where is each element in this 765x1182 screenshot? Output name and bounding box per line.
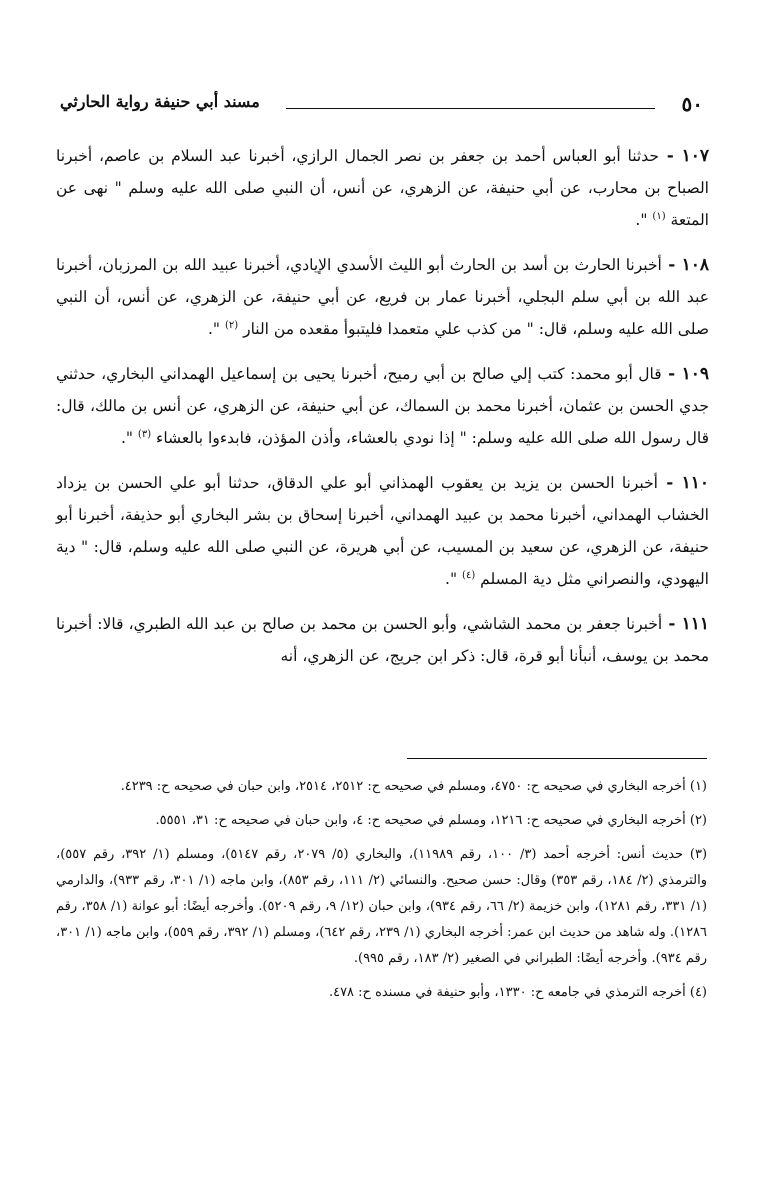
hadith-108: ١٠٨ - أخبرنا الحارث بن أسد بن الحارث أبو الليث الأسدي الإيادي، أخبرنا عبيد الله بن المرزبان، أخبرنا عبد الله بن أبي سلم البجلي، أخبرنا عمار بن فريع، عن أبي حنيفة، عن الزهري، عن أنس، أن النبي صلى الله عليه وسلم، قال: " من كذب علي متعمدا فليتبوأ مقعده من النار $^{(٢)}$ ". [56,255,709,338]
footnote-3: (٣) حديث أنس: أخرجه أحمد (٣/ ١٠٠، رقم ١١٩٨٩)، والبخاري (٥/ ٢٠٧٩، رقم ٥١٤٧)، ومسلم (١/ ٣٩٢، رقم ٥٥٧)، والترمذي (٢/ ١٨٤، رقم ٣٥٣) وقال: حسن صحيح. والنسائي (٢/ ١١١، رقم ٨٥٣)، وابن ماجه (١/ ٣٠١، رقم ٩٣٣)، والدارمي (١/ ٣٣١، رقم ١٢٨١)، وابن خزيمة (٢/ ٦٦، رقم ٩٣٤)، وابن حبان (١٢/ ٩، رقم ٥٢٠٩). وأخرجه أيضًا: أبو عوانة (١/ ٣٥٨، رقم ١٢٨٦). وله شاهد من حديث ابن عمر: أخرجه البخاري (١/ ٢٣٩، رقم ٦٤٢)، ومسلم (١/ ٣٩٢، رقم ٥٥٩)، وابن ماجه (١/ ٣٠١، رقم ٩٣٤). وأخرجه أيضًا: الطبراني في الصغير (٢/ ١٨٣، رقم ٩٩٥). [56,847,708,966]
page-number: ٥٠ [681,92,703,116]
header-rule [286,108,655,109]
hadith-ending: ". [207,320,225,338]
hadith-text: حدثنا أبو العباس أحمد بن جعفر بن نصر الجمال الرازي، أخبرنا عبد السلام بن عاصم، أخبرنا الصباح بن محارب، عن أبي حنيفة، عن الزهري، عن أنس، أن النبي صلى الله عليه وسلم " نهى عن المتعة [56,147,709,229]
hadith-ending: ". [445,570,463,588]
hadith-number: ١٠٨ [681,255,709,275]
hadith-text: أخبرنا جعفر بن محمد الشاشي، وأبو الحسن بن محمد بن صالح بن عبد الله الطبري، قالا: أخبرنا محمد بن يوسف، أنبأنا أبو قرة، قال: ذكر ابن جريج، عن الزهري، أنه [56,615,709,665]
hadith-number: ١٠٧ [681,146,709,166]
footnote-marker: (٤) [462,569,476,581]
hadith-ending: ". [635,211,653,229]
hadith-text: قال أبو محمد: كتب إلي صالح بن أبي رميح، أخبرنا يحيى بن إسماعيل الهمداني البخاري، حدثني جدي الحسن بن عثمان، أخبرنا محمد بن السماك، عن أبي حنيفة، عن الزهري، عن أنس بن مالك، قال: قال رسول الله صلى الله عليه وسلم: " إذا نودي بالعشاء، وأذن المؤذن، فابدءوا بالعشاء [56,365,709,447]
main-text [56,140,709,685]
footnote-marker: (٣) [137,428,152,440]
hadith-text: أخبرنا الحسن بن يزيد بن يعقوب الهمذاني أبو علي الدقاق، حدثنا أبو علي الحسن بن يزداد الخشاب الهمداني، أخبرنا محمد بن عبيد الهمداني، أخبرنا إسحاق بن بشر البخاري أبو حذيفة، أخبرنا أبو حنيفة، عن الزهري، عن سعيد بن المسيب، عن أبي هريرة، عن النبي صلى الله عليه وسلم، قال: " دية اليهودي، والنصراني مثل دية المسلم [56,474,709,588]
footnote-marker: (١) [652,210,666,222]
hadith-107: ١٠٧ - حدثنا أبو العباس أحمد بن جعفر بن نصر الجمال الرازي، أخبرنا عبد السلام بن عاصم، أخبرنا الصباح بن محارب، عن أبي حنيفة، عن الزهري، عن أنس، أن النبي صلى الله عليه وسلم " نهى عن المتعة $^{(١)}$ ". [56,146,709,229]
hadith-110: ١١٠ - أخبرنا الحسن بن يزيد بن يعقوب الهمذاني أبو علي الدقاق، حدثنا أبو علي الحسن بن يزداد الخشاب الهمداني، أخبرنا محمد بن عبيد الهمداني، أخبرنا إسحاق بن بشر البخاري أبو حذيفة، أخبرنا أبو حنيفة، عن الزهري، عن سعيد بن المسيب، عن أبي هريرة، عن النبي صلى الله عليه وسلم، قال: " دية اليهودي، والنصراني مثل دية المسلم $^{(٤)}$ ". [56,473,709,588]
hadith-111: ١١١ - أخبرنا جعفر بن محمد الشاشي، وأبو الحسن بن محمد بن صالح بن عبد الله الطبري، قالا: أخبرنا محمد بن يوسف، أنبأنا أبو قرة، قال: ذكر ابن جريج، عن الزهري، أنه [56,614,709,665]
footnote-2: (٢) أخرجه البخاري في صحيحه ح: ١٢١٦، ومسلم في صحيحه ح: ٤، وابن حبان في صحيحه ح: ٣١، ٥٥٥١. [155,813,707,828]
footnote-separator [407,758,707,759]
hadith-text: أخبرنا الحارث بن أسد بن الحارث أبو الليث الأسدي الإيادي، أخبرنا عبيد الله بن المرزبان، أخبرنا عبد الله بن أبي سلم البجلي، أخبرنا عمار بن فريع، عن أبي حنيفة، عن الزهري، عن أنس، أن النبي صلى الله عليه وسلم، قال: " من كذب علي متعمدا فليتبوأ مقعده من النار [56,256,709,338]
hadith-109: ١٠٩ - قال أبو محمد: كتب إلي صالح بن أبي رميح، أخبرنا يحيى بن إسماعيل الهمداني البخاري، حدثني جدي الحسن بن عثمان، أخبرنا محمد بن السماك، عن أبي حنيفة، عن الزهري، عن أنس بن مالك، قال: قال رسول الله صلى الله عليه وسلم: " إذا نودي بالعشاء، وأذن المؤذن، فابدءوا بالعشاء $^{(٣)}$ ". [56,364,709,447]
hadith-ending: ". [120,429,138,447]
footnotes [56,774,707,1014]
hadith-number: ١١١ [681,614,709,634]
footnote-1: (١) أخرجه البخاري في صحيحه ح: ٤٧٥٠، ومسلم في صحيحه ح: ٢٥١٢، ٢٥١٤، وابن حبان في صحيحه ح: ٤٢٣٩. [120,779,707,794]
footnote-marker: (٢) [224,319,239,331]
hadith-number: ١١٠ [681,473,709,493]
hadith-number: ١٠٩ [681,364,709,384]
page-header [60,92,703,122]
footnote-4: (٤) أخرجه الترمذي في جامعه ح: ١٣٣٠، وأبو حنيفة في مسنده ح: ٤٧٨. [328,985,707,1000]
running-title: مسند أبي حنيفة رواية الحارثي [60,92,260,111]
